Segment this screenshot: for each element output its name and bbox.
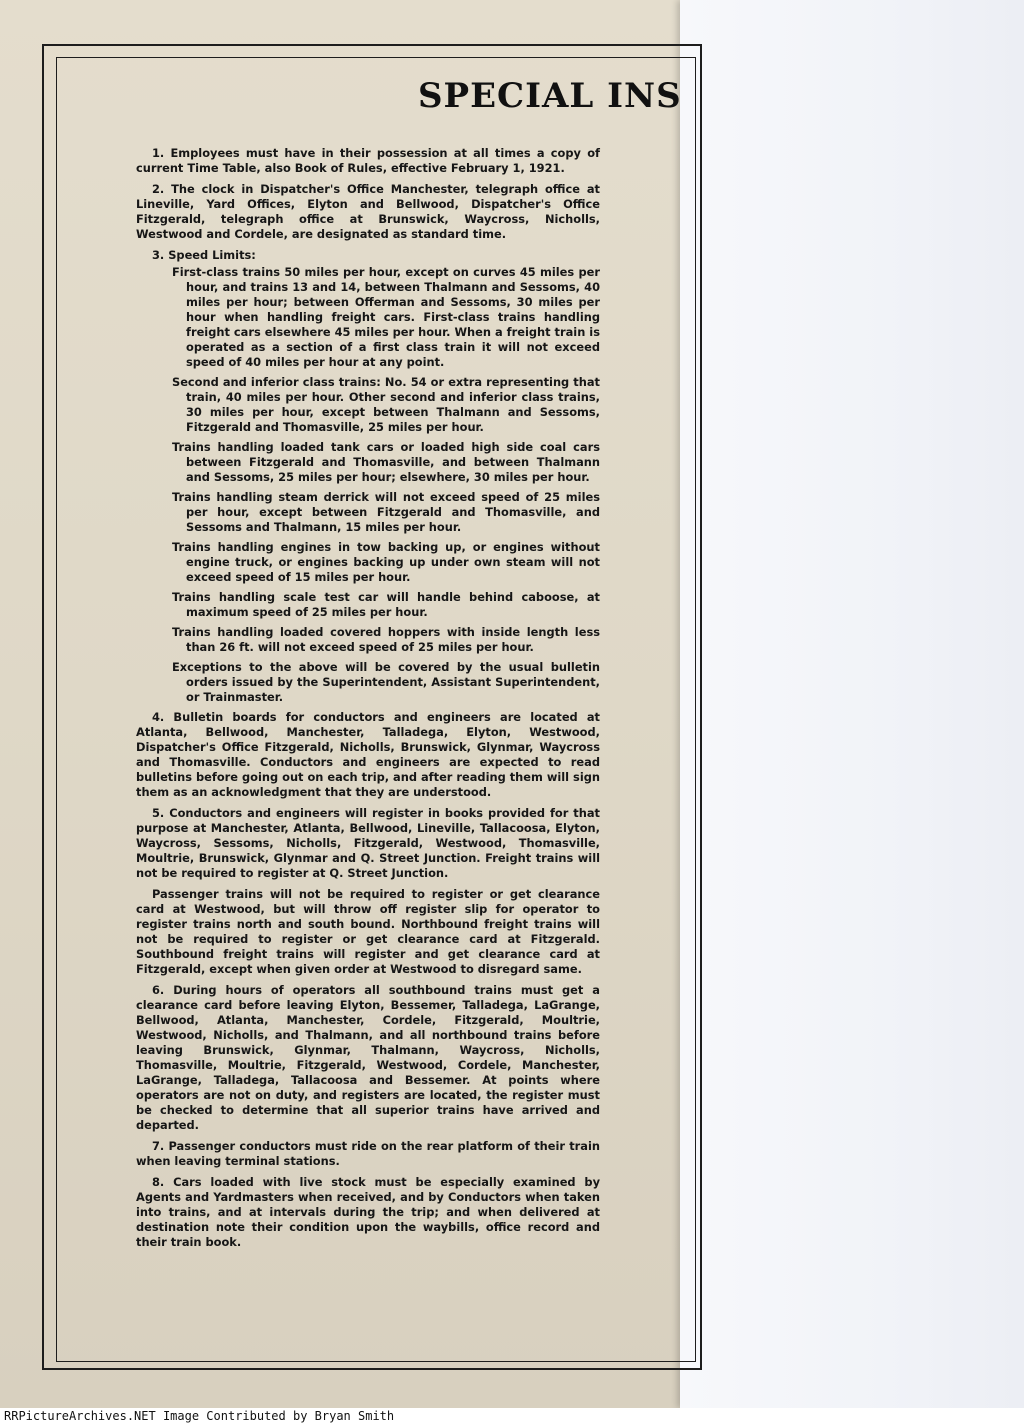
speed-limit-exceptions: Exceptions to the above will be covered by the usual bulletin orders issued by the Superintendent, Assistant Superintendent, or Trainmaster. — [172, 660, 600, 704]
speed-limit-covered-hoppers: Trains handling loaded covered hoppers with inside length less than 26 ft. will not exceed speed of 25 miles per hour. — [172, 625, 600, 654]
instruction-4: 4. Bulletin boards for conductors and engineers are located at Atlanta, Bellwood, Manchester, Talladega, Elyton, Westwood, Dispatcher's Office Fitzgerald, Nicholls, Brunswick, Glynmar, Waycross and Thomasville. Conductors and engineers are expected to read bulletins before going out on each trip, and after reading them will sign them as an acknowledgment that they are understood. — [136, 710, 600, 799]
instruction-5-passenger: Passenger trains will not be required to register or get clearance card at Westwood, but will throw off register slip for operator to register trains north and south bound. Northbound freight trains will not be required to register or get clearance card at Fitzgerald. Southbound freight trains will register and get clearance card at Fitzgerald, except when given order at Westwood to disregard same. — [136, 887, 600, 976]
instruction-5: 5. Conductors and engineers will register in books provided for that purpose at Manchester, Atlanta, Bellwood, Lineville, Tallacoosa, Elyton, Waycross, Sessoms, Nicholls, Fitzgerald, Westwood, Thomasville, Moultrie, Brunswick, Glynmar and Q. Street Junction. Freight trains will not be required to register at Q. Street Junction. — [136, 806, 600, 880]
speed-limit-second-class: Second and inferior class trains: No. 54 or extra representing that train, 40 miles per hour. Other second and inferior class trains, 30 miles per hour, except between Thalmann and Sessoms, Fitzgerald and Thomasville, 25 miles per hour. — [172, 375, 600, 434]
speed-limit-first-class: First-class trains 50 miles per hour, except on curves 45 miles per hour, and trains 13 and 14, between Thalmann and Sessoms, 40 miles per hour; between Offerman and Sessoms, 30 miles per hour when handling freight cars. First-class trains handling freight cars elsewhere 45 miles per hour. When a freight train is operated as a section of a first class train it will not exceed speed of 40 miles per hour at any point. — [172, 265, 600, 369]
image-credit: RRPictureArchives.NET Image Contributed by Bryan Smith — [0, 1408, 1024, 1425]
overlapping-page — [680, 0, 1024, 1408]
speed-limit-scale-test-car: Trains handling scale test car will handle behind caboose, at maximum speed of 25 miles per hour. — [172, 590, 600, 619]
page-title: SPECIAL INS — [418, 76, 682, 116]
instruction-6: 6. During hours of operators all southbound trains must get a clearance card before leaving Elyton, Bessemer, Talladega, LaGrange, Bellwood, Atlanta, Manchester, Cordele, Fitzgerald, Moultrie, Westwood, Nicholls, and Thalmann, and all northbound trains before leaving Brunswick, Glynmar, Thalmann, Waycross, Nicholls, Thomasville, Moultrie, Fitzgerald, Westwood, Cordele, Manchester, LaGrange, Talladega, Tallacoosa and Bessemer. At points where operators are not on duty, and registers are located, the register must be checked to determine that all superior trains have arrived and departed. — [136, 983, 600, 1132]
instructions-body — [136, 146, 600, 1256]
speed-limit-steam-derrick: Trains handling steam derrick will not exceed speed of 25 miles per hour, except between Fitzgerald and Thomasville, and Sessoms and Thalmann, 15 miles per hour. — [172, 490, 600, 534]
instruction-7: 7. Passenger conductors must ride on the rear platform of their train when leaving terminal stations. — [136, 1139, 600, 1168]
instruction-8: 8. Cars loaded with live stock must be especially examined by Agents and Yardmasters when received, and by Conductors when taken into trains, and at intervals during the trip; and when delivered at destination note their condition upon the waybills, office record and their train book. — [136, 1175, 600, 1249]
instruction-1: 1. Employees must have in their possession at all times a copy of current Time Table, also Book of Rules, effective February 1, 1921. — [136, 146, 600, 175]
instruction-2: 2. The clock in Dispatcher's Office Manchester, telegraph office at Lineville, Yard Offices, Elyton and Bellwood, Dispatcher's Office Fitzgerald, telegraph office at Brunswick, Waycross, Nicholls, Westwood and Cordele, are designated as standard time. — [136, 182, 600, 241]
speed-limit-tank-cars: Trains handling loaded tank cars or loaded high side coal cars between Fitzgerald and Thomasville, and between Thalmann and Sessoms, 25 miles per hour; elsewhere, 30 miles per hour. — [172, 440, 600, 484]
instruction-3-title: 3. Speed Limits: — [152, 248, 256, 262]
speed-limit-engines-in-tow: Trains handling engines in tow backing up, or engines without engine truck, or engines backing up under own steam will not exceed speed of 15 miles per hour. — [172, 540, 600, 584]
